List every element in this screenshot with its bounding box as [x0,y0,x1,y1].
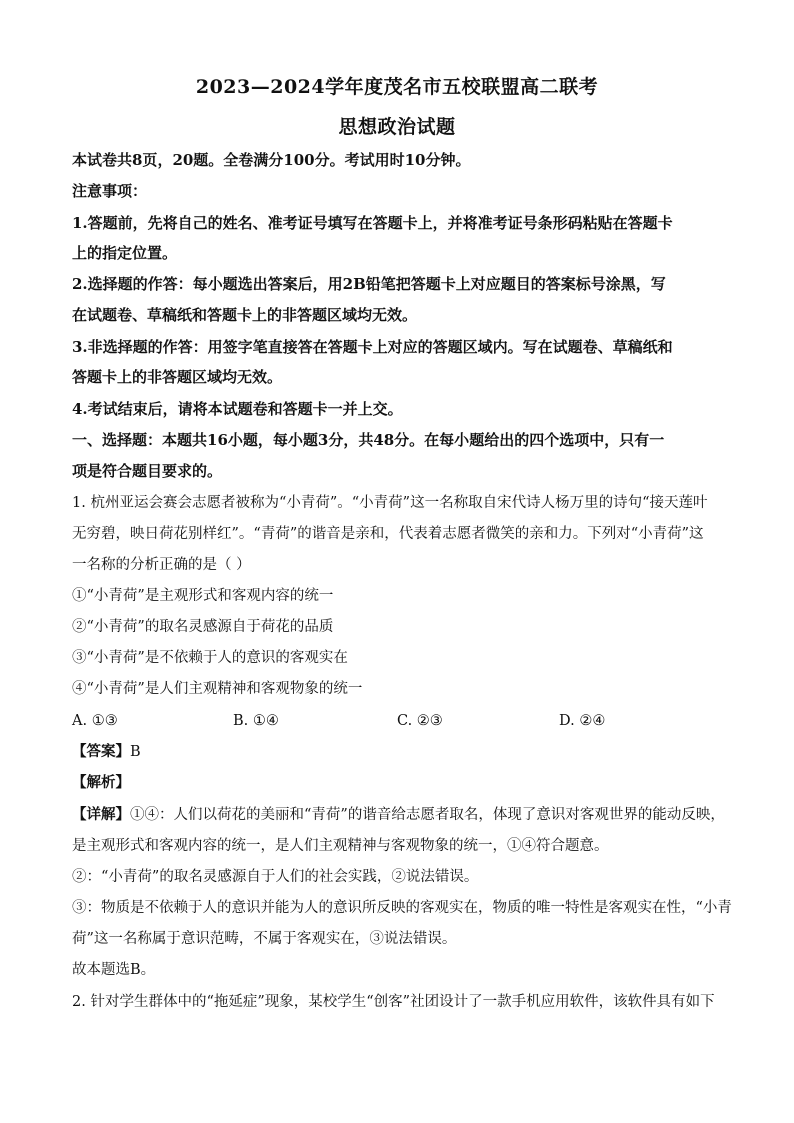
q1-answer [72,742,732,762]
q1-detail-line-2: 是主观形式和客观内容的统一，是人们主观精神与客观物象的统一，①④符合题意。 [72,838,609,854]
answer-label: 【答案】 [72,743,130,760]
q1-stem-line-2: 无穷碧，映日荷花别样红”。“青荷”的谐音是亲和，代表着志愿者微笑的亲和力。下列对“小青荷”这 [72,526,704,542]
section-heading-line-1: 一、选择题：本题共16小题，每小题3分，共48分。在每小题给出的四个选项中，只有一 [72,431,665,449]
exam-summary: 本试卷共8页，20题。全卷满分100分。考试用时10分钟。 [72,151,471,169]
detail-label: 【详解】 [72,806,130,823]
exam-title: 2023—2024学年度茂名市五校联盟高二联考 [195,76,599,98]
q1-item-1: ①“小青荷”是主观形式和客观内容的统一 [72,588,334,604]
q2-stem-line-1: 2. 针对学生群体中的“拖延症”现象，某校学生“创客”社团设计了一款手机应用软件，该软件具有如下 [72,994,715,1010]
q1-stem-line-3: 一名称的分析正确的是（ ） [72,557,251,573]
q1-choice-d: D. ②④ [559,713,606,729]
q1-item-3: ③“小青荷”是不依赖于人的意识的客观实在 [72,650,348,666]
notice-item-3-line-2: 答题卡上的非答题区域均无效。 [72,368,283,386]
q1-detail-line-3: ②：“小青荷”的取名灵感源自于人们的社会实践，②说法错误。 [72,869,479,885]
notice-item-2-line-1: 2.选择题的作答：每小题选出答案后，用2B铅笔把答题卡上对应题目的答案标号涂黑，写 [72,275,666,293]
section-heading-line-2: 项是符合题目要求的。 [72,462,223,480]
q1-detail-line-4: ③：物质是不依赖于人的意识并能为人的意识所反映的客观实在，物质的唯一特性是客观实在性，“小青 [72,900,732,916]
q1-detail-line-1 [72,805,732,825]
notice-label: 注意事项： [72,182,148,200]
q1-choice-b: B. ①④ [233,713,279,729]
q1-item-2: ②“小青荷”的取名灵感源自于荷花的品质 [72,619,334,635]
q1-conclusion: 故本题选B。 [72,962,156,978]
notice-item-3-line-1: 3.非选择题的作答：用签字笔直接答在答题卡上对应的答题区域内。写在试题卷、草稿纸和 [72,338,673,356]
q1-stem-line-1: 1. 杭州亚运会赛会志愿者被称为“小青荷”。“小青荷”这一名称取自宋代诗人杨万里的诗句“接天莲叶 [72,495,708,511]
notice-item-2-line-2: 在试题卷、草稿纸和答题卡上的非答题区域均无效。 [72,306,418,324]
notice-item-4: 4.考试结束后，请将本试题卷和答题卡一并上交。 [72,400,403,418]
exam-subtitle: 思想政治试题 [338,116,456,138]
detail-text-1: ①④：人们以荷花的美丽和“青荷”的谐音给志愿者取名，体现了意识对客观世界的能动反映， [130,807,725,823]
q1-choice-c: C. ②③ [397,713,443,729]
q1-item-4: ④“小青荷”是人们主观精神和客观物象的统一 [72,681,363,697]
q1-detail-line-5: 荷”这一名称属于意识范畴，不属于客观实在，③说法错误。 [72,931,457,947]
answer-value: B [130,744,141,760]
notice-item-1-line-2: 上的指定位置。 [72,244,178,262]
notice-item-1-line-1: 1.答题前，先将自己的姓名、准考证号填写在答题卡上，并将准考证号条形码粘贴在答题卡 [72,214,673,232]
analysis-label: 【解析】 [72,774,130,791]
q1-choice-a: A. ①③ [72,713,118,729]
